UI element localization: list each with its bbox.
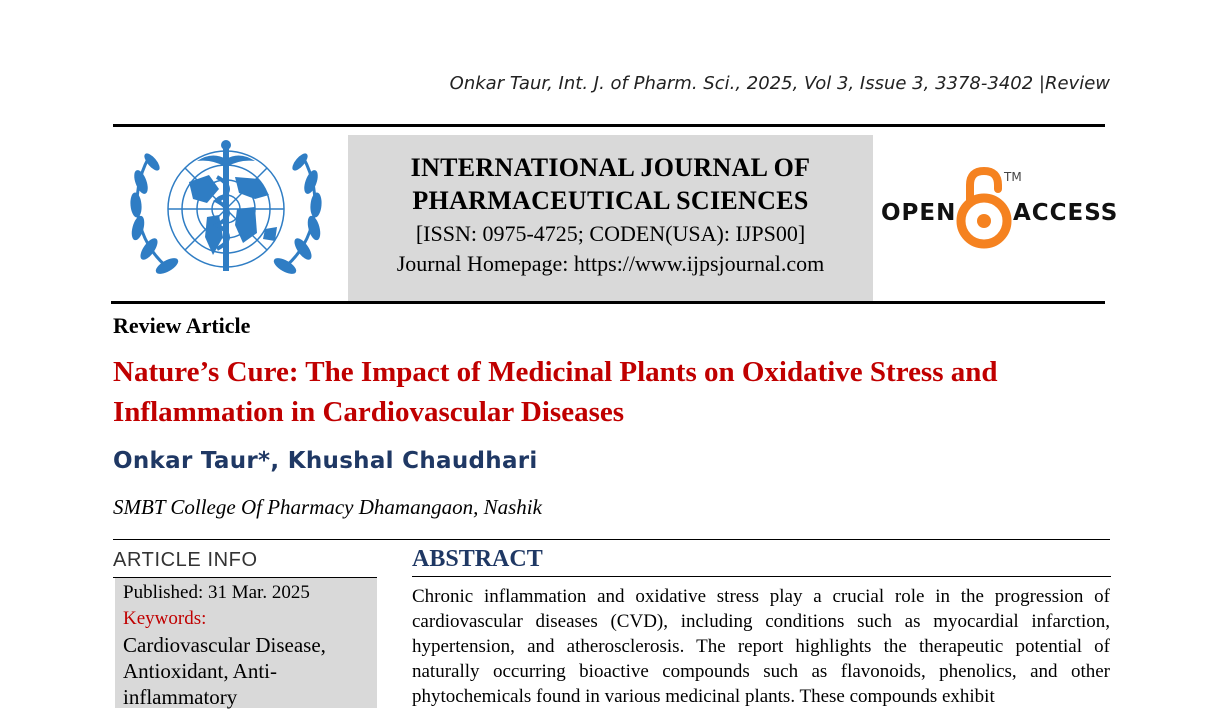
journal-emblem-logo <box>127 137 325 285</box>
article-authors: Onkar Taur*, Khushal Chaudhari <box>113 448 538 474</box>
article-type: Review Article <box>113 313 251 338</box>
journal-name-line2: PHARMACEUTICAL SCIENCES <box>412 186 809 215</box>
abstract-rule <box>412 576 1111 577</box>
open-access-tm: TM <box>1004 170 1022 184</box>
open-access-open-text: OPEN <box>881 200 957 226</box>
abstract-text: Chronic inflammation and oxidative stress play a crucial role in the progression of cardiovascular diseases (CVD), including conditions such as myocardial infarction, hypertension, and atherosclerosis. The report highlights the therapeutic potential of naturally occurring bioactive compounds such as flavonoids, phenolics, and other phytochemicals found in various medicinal plants. These compounds exhibit <box>412 586 1110 707</box>
open-access-logo <box>880 165 1119 255</box>
journal-citation: Onkar Taur, Int. J. of Pharm. Sci., 2025, Vol 3, Issue 3, 3378-3402 |Review <box>449 73 1110 94</box>
header-bottom-rule <box>111 301 1105 304</box>
header-top-rule <box>113 124 1105 127</box>
journal-name-line1: INTERNATIONAL JOURNAL OF <box>410 153 811 182</box>
keywords-label: Keywords: <box>123 608 207 629</box>
article-affiliation: SMBT College Of Pharmacy Dhamangaon, Nashik <box>113 495 542 519</box>
journal-banner <box>348 135 873 301</box>
journal-issn: [ISSN: 0975-4725; CODEN(USA): IJPS00] <box>415 221 806 246</box>
section-divider <box>113 539 1110 540</box>
article-info-heading: ARTICLE INFO <box>113 549 258 571</box>
article-title: Nature’s Cure: The Impact of Medicinal Plants on Oxidative Stress and Inflammation in Cardiovascular Diseases <box>113 356 998 428</box>
article-info-box <box>115 578 377 708</box>
abstract-heading: ABSTRACT <box>412 546 543 572</box>
published-date: Published: 31 Mar. 2025 <box>123 582 310 603</box>
journal-homepage: Journal Homepage: https://www.ijpsjournal.com <box>396 251 825 276</box>
open-access-access-text: ACCESS <box>1013 200 1119 226</box>
keywords-list: Cardiovascular Disease, Antioxidant, Anti-inflammatory <box>123 633 326 709</box>
